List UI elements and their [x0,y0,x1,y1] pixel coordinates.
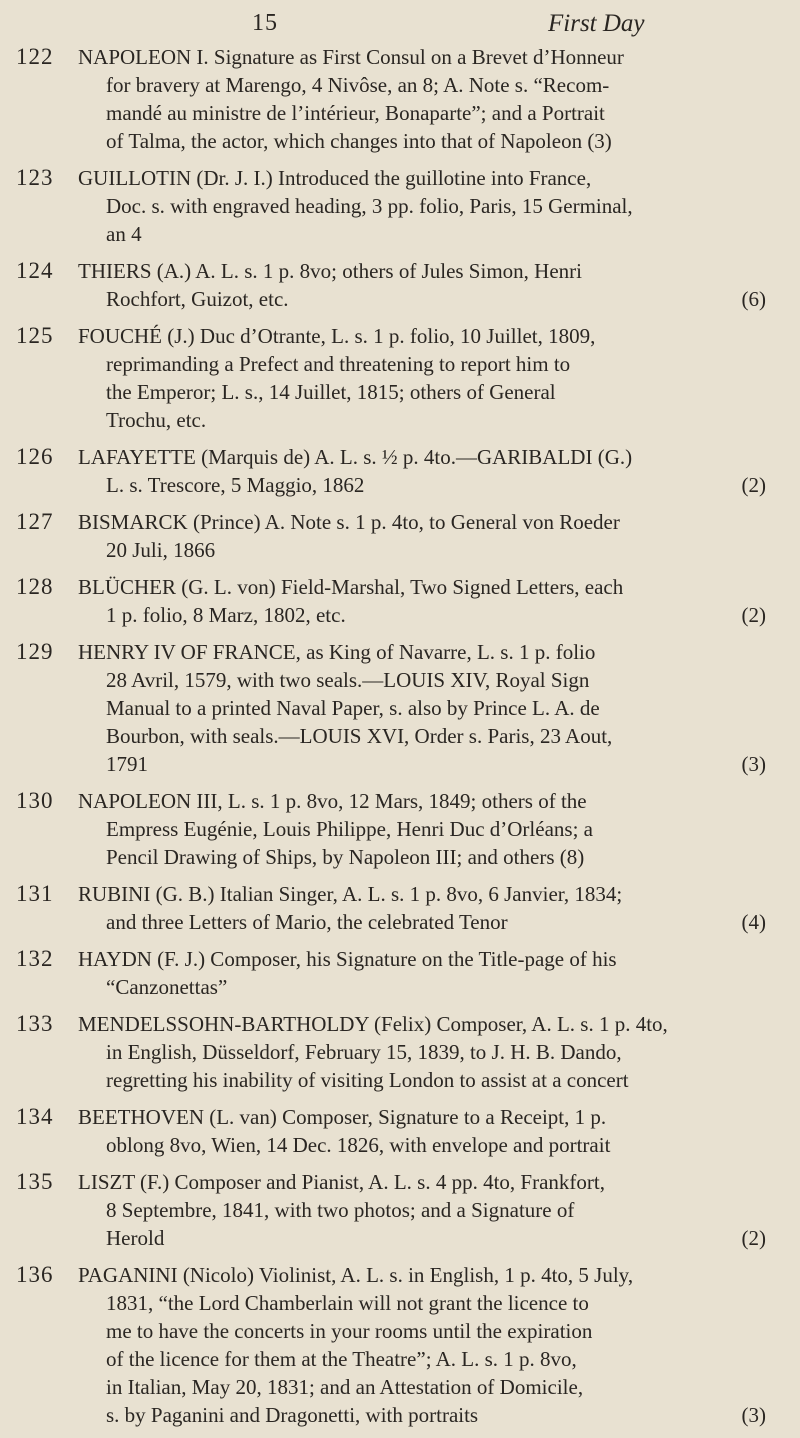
lot-entry [0,880,800,936]
lot-number: 132 [16,946,54,971]
lot-description [78,43,766,155]
lot-line: Manual to a printed Naval Paper, s. also by Prince L. A. de [106,696,600,720]
lot-number: 130 [16,788,54,813]
lot-line: me to have the concerts in your rooms until the expiration [106,1319,593,1343]
lot-entry [0,164,800,248]
lot-line: of Talma, the actor, which changes into that of Napoleon (3) [106,129,612,153]
lot-line: RUBINI (G. B.) Italian Singer, A. L. s. 1 p. 8vo, 6 Janvier, 1834; [78,882,623,906]
lot-line: BISMARCK (Prince) A. Note s. 1 p. 4to, to General von Roeder [78,510,620,534]
lot-line: 1791 [106,752,148,776]
lot-line: Doc. s. with engraved heading, 3 pp. folio, Paris, 15 Germinal, [106,194,633,218]
lot-entry [0,43,800,155]
lot-entry [0,1103,800,1159]
lot-number: 124 [16,258,54,283]
lot-line: NAPOLEON III, L. s. 1 p. 8vo, 12 Mars, 1849; others of the [78,789,587,813]
lot-entry [0,508,800,564]
lot-number: 129 [16,639,54,664]
lot-line-row [78,1224,766,1252]
lot-line-row [78,1401,766,1429]
lot-number: 135 [16,1169,54,1194]
lot-description [78,1103,766,1159]
lot-line: LISZT (F.) Composer and Pianist, A. L. s. 4 pp. 4to, Frankfort, [78,1170,605,1194]
lot-count: (6) [741,287,766,311]
lot-count: (3) [741,1403,766,1427]
lot-entry [0,1261,800,1429]
lot-description [78,880,766,936]
lot-description [78,257,766,313]
lot-description [78,573,766,629]
lot-line: MENDELSSOHN-BARTHOLDY (Felix) Composer, A. L. s. 1 p. 4to, [78,1012,668,1036]
lot-entry [0,1168,800,1252]
lot-line: GUILLOTIN (Dr. J. I.) Introduced the guillotine into France, [78,166,592,190]
lot-line-row [78,908,766,936]
lot-line: reprimanding a Prefect and threatening to report him to [106,352,571,376]
lot-number: 133 [16,1011,54,1036]
lot-description [78,1261,766,1429]
lot-number: 123 [16,165,54,190]
lot-line-row [78,750,766,778]
lot-number: 134 [16,1104,54,1129]
lot-line: Rochfort, Guizot, etc. [106,287,289,311]
lot-line: 20 Juli, 1866 [106,538,216,562]
lot-entry [0,1010,800,1094]
lot-line-row [78,285,766,313]
lot-entry [0,638,800,778]
lot-line: HAYDN (F. J.) Composer, his Signature on the Title-page of his [78,947,617,971]
lot-line: LAFAYETTE (Marquis de) A. L. s. ½ p. 4to.—GARIBALDI (G.) [78,445,633,469]
lot-count: (2) [741,603,766,627]
lot-description [78,443,766,499]
lot-number: 136 [16,1262,54,1287]
lot-entry [0,257,800,313]
lot-count: (2) [741,1226,766,1250]
lot-line: 1 p. folio, 8 Marz, 1802, etc. [106,603,346,627]
lot-entry [0,945,800,1001]
lot-line: NAPOLEON I. Signature as First Consul on a Brevet d’Honneur [78,45,624,69]
lot-line: Trochu, etc. [106,408,207,432]
lot-description [78,508,766,564]
lot-line: BLÜCHER (G. L. von) Field-Marshal, Two Signed Letters, each [78,575,624,599]
lot-line: in English, Düsseldorf, February 15, 1839, to J. H. B. Dando, [106,1040,622,1064]
lot-list [0,43,800,1438]
lot-count: (4) [741,910,766,934]
lot-line: oblong 8vo, Wien, 14 Dec. 1826, with envelope and portrait [106,1133,611,1157]
lot-entry [0,322,800,434]
lot-description [78,638,766,778]
lot-description [78,1168,766,1252]
lot-number: 127 [16,509,54,534]
lot-number: 131 [16,881,54,906]
lot-count: (2) [741,473,766,497]
lot-line: the Emperor; L. s., 14 Juillet, 1815; others of General [106,380,556,404]
lot-description [78,164,766,248]
lot-line: L. s. Trescore, 5 Maggio, 1862 [106,473,365,497]
lot-line: Empress Eugénie, Louis Philippe, Henri Duc d’Orléans; a [106,817,593,841]
lot-description [78,945,766,1001]
lot-line: Pencil Drawing of Ships, by Napoleon III; and others (8) [106,845,585,869]
lot-count: (3) [741,752,766,776]
lot-line: 8 Septembre, 1841, with two photos; and a Signature of [106,1198,575,1222]
lot-line: s. by Paganini and Dragonetti, with portraits [106,1403,479,1427]
lot-line: FOUCHÉ (J.) Duc d’Otrante, L. s. 1 p. folio, 10 Juillet, 1809, [78,324,596,348]
lot-entry [0,443,800,499]
lot-number: 128 [16,574,54,599]
lot-line: BEETHOVEN (L. van) Composer, Signature to a Receipt, 1 p. [78,1105,607,1129]
lot-description [78,322,766,434]
lot-entry [0,787,800,871]
lot-line: Bourbon, with seals.—LOUIS XVI, Order s. Paris, 23 Aout, [106,724,613,748]
running-title: First Day [548,10,645,37]
lot-line: of the licence for them at the Theatre”; A. L. s. 1 p. 8vo, [106,1347,577,1371]
lot-line: for bravery at Marengo, 4 Nivôse, an 8; A. Note s. “Recom- [106,73,610,97]
lot-line: Herold [106,1226,165,1250]
page-number: 15 [252,10,278,36]
lot-line-row [78,471,766,499]
lot-line: mandé au ministre de l’intérieur, Bonaparte”; and a Portrait [106,101,605,125]
lot-entry [0,573,800,629]
lot-number: 122 [16,44,54,69]
lot-line-row [78,601,766,629]
lot-line: HENRY IV OF FRANCE, as King of Navarre, L. s. 1 p. folio [78,640,596,664]
lot-line: 1831, “the Lord Chamberlain will not grant the licence to [106,1291,589,1315]
page-header [0,10,800,44]
lot-number: 125 [16,323,54,348]
lot-description [78,1010,766,1094]
lot-line: “Canzonettas” [106,975,228,999]
lot-line: regretting his inability of visiting London to assist at a concert [106,1068,629,1092]
lot-number: 126 [16,444,54,469]
lot-line: THIERS (A.) A. L. s. 1 p. 8vo; others of Jules Simon, Henri [78,259,582,283]
lot-line: PAGANINI (Nicolo) Violinist, A. L. s. in English, 1 p. 4to, 5 July, [78,1263,634,1287]
lot-line: and three Letters of Mario, the celebrated Tenor [106,910,508,934]
lot-description [78,787,766,871]
lot-line: an 4 [106,222,142,246]
lot-line: 28 Avril, 1579, with two seals.—LOUIS XIV, Royal Sign [106,668,590,692]
lot-line: in Italian, May 20, 1831; and an Attestation of Domicile, [106,1375,584,1399]
